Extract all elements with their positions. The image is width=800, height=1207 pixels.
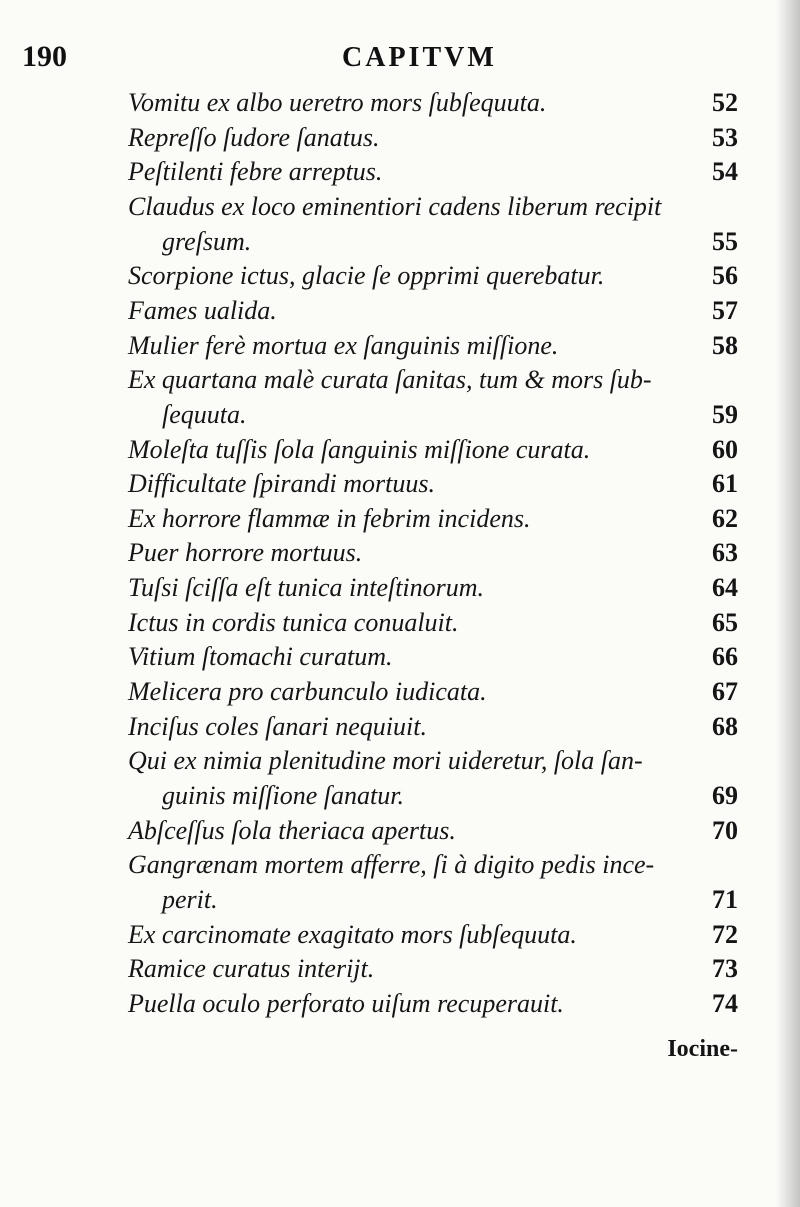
- entry-title: Repreſſo ſudore ſanatus.: [128, 122, 380, 152]
- entry-number: 71: [712, 884, 738, 914]
- entry-number: 68: [712, 711, 738, 741]
- entry-number: 58: [712, 330, 738, 360]
- entry-number: 73: [712, 954, 738, 984]
- entry-title: Peſtilenti febre arreptus.: [128, 157, 383, 187]
- entry-number: 60: [712, 434, 738, 464]
- entry-number: 53: [712, 122, 738, 152]
- entry-title: Puella oculo perforato uiſum recuperauit.: [128, 988, 564, 1018]
- running-head: CAPITVM: [342, 42, 497, 73]
- entry-title: Moleſta tuſſis ſola ſanguinis miſſione curata.: [128, 434, 591, 464]
- entry-title: Mulier ferè mortua ex ſanguinis miſſione.: [128, 330, 559, 360]
- entry-number: 63: [712, 538, 738, 568]
- entry-title: Fames ualida.: [128, 295, 277, 325]
- entry-title: Ramice curatus interijt.: [128, 954, 375, 984]
- entry-number: 70: [712, 815, 738, 845]
- entry-title: Puer horrore mortuus.: [128, 538, 363, 568]
- entry-title: Inciſus coles ſanari nequiuit.: [128, 711, 427, 741]
- page-number: 190: [22, 40, 67, 73]
- entry-number: 59: [712, 399, 738, 429]
- entry-number: 65: [712, 607, 738, 637]
- entry-title: Difficultate ſpirandi mortuus.: [128, 469, 435, 499]
- entry-title: Abſceſſus ſola theriaca apertus.: [128, 815, 456, 845]
- entry-number: 55: [712, 226, 738, 256]
- entry-number: 61: [712, 469, 738, 499]
- entry-number: 72: [712, 919, 738, 949]
- entry-title: Melicera pro carbunculo iudicata.: [128, 677, 487, 707]
- entry-number: 57: [712, 295, 738, 325]
- entry-number: 67: [712, 677, 738, 707]
- entry-title: Qui ex nimia plenitudine mori uideretur, ſola ſan-: [128, 746, 643, 776]
- entry-title: Vomitu ex albo ueretro mors ſubſequuta.: [128, 88, 547, 117]
- entry-title-continuation: ſequuta.: [162, 399, 247, 429]
- entry-title-continuation: guinis miſſione ſanatur.: [162, 781, 404, 810]
- catchword: Iocine-: [667, 1036, 738, 1062]
- entry-number: 54: [712, 157, 738, 187]
- entry-title: Ex quartana malè curata ſanitas, tum & mors ſub-: [128, 365, 652, 395]
- entry-title-continuation: greſsum.: [162, 226, 252, 256]
- entry-number: 56: [712, 261, 738, 291]
- entry-title: Tuſsi ſciſſa eſt tunica inteſtinorum.: [128, 573, 485, 603]
- entry-title: Vitium ſtomachi curatum.: [128, 642, 393, 672]
- entry-number: 52: [712, 88, 738, 117]
- entry-title: Scorpione ictus, glacie ſe opprimi querebatur.: [128, 261, 605, 291]
- entry-title: Ex horrore flammæ in febrim incidens.: [128, 503, 531, 533]
- entry-title-continuation: perit.: [162, 884, 218, 914]
- entry-title: Ictus in cordis tunica conualuit.: [128, 607, 459, 637]
- entry-number: 66: [712, 642, 738, 672]
- entry-title: Claudus ex loco eminentiori cadens liberum recipit: [128, 191, 662, 221]
- entry-number: 64: [712, 573, 738, 603]
- entry-title: Ex carcinomate exagitato mors ſubſequuta.: [128, 919, 577, 949]
- entry-number: 69: [712, 781, 738, 810]
- entry-number: 62: [712, 503, 738, 533]
- entry-title: Gangrænam mortem afferre, ſi à digito pedis ince-: [128, 850, 655, 880]
- entry-number: 74: [712, 988, 738, 1018]
